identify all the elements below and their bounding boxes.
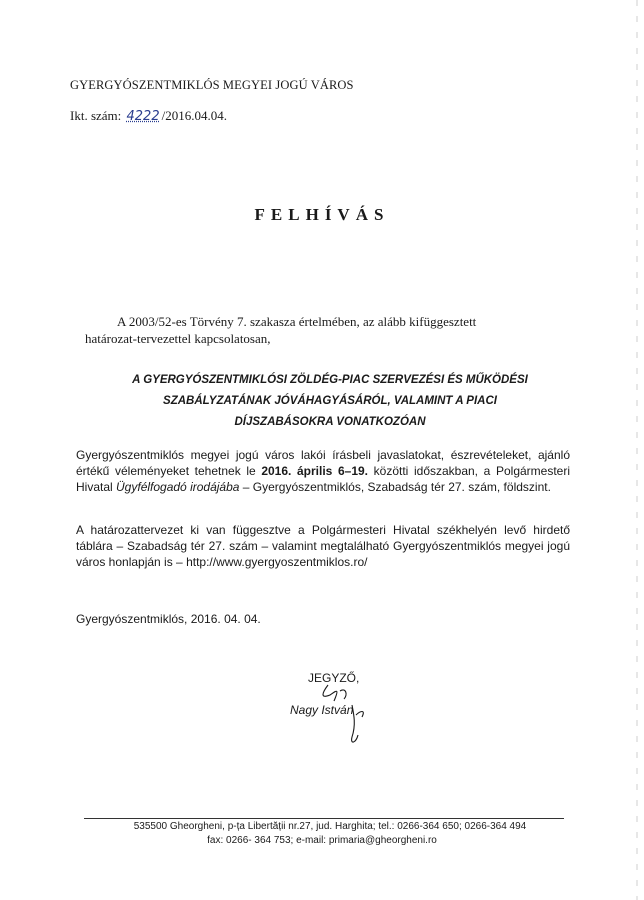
institution-header: GYERGYÓSZENTMIKLÓS MEGYEI JOGÚ VÁROS [70,78,354,92]
intro-paragraph [85,314,567,347]
subject-line-2: SZABÁLYZATÁNAK JÓVÁHAGYÁSÁRÓL, VALAMINT A PIACI [163,395,497,407]
document-title: FELHÍVÁS [254,205,390,224]
scan-edge-mark [636,0,638,900]
posting-paragraph: A határozattervezet ki van függesztve a Polgármesteri Hivatal székhelyén levő hirdető táblára – Szabadság tér 27. szám – valamint megtalálható Gyergyószentmiklós megyei jogú város honlapján is – http://www.gyergyoszentmiklos.ro/ [76,523,570,569]
consultation-text-3: – Gyergyószentmiklós, Szabadság tér 27. szám, földszint. [239,480,551,494]
registration-prefix: Ikt. szám: [70,108,122,123]
consultation-dates: 2016. április 6–19. [261,464,369,478]
registration-number [70,108,227,124]
registration-handwritten-number: 4222 [126,109,160,124]
subject-heading [80,370,580,433]
consultation-paragraph [76,447,570,495]
footer-contact: fax: 0266- 364 753; e-mail: primaria@gheorgheni.ro [207,835,437,846]
signature-name: Nagy István [290,703,354,717]
registration-suffix: /2016.04.04. [161,108,227,123]
intro-line-1: A 2003/52-es Törvény 7. szakasza értelmében, az alább kifüggesztett [117,314,477,329]
signature-role: JEGYZŐ, [308,671,360,685]
consultation-text-2: közötti időszakban, a Polgármesteri Hivatal [76,464,570,494]
footer-address: 535500 Gheorgheni, p-ța Libertății nr.27, jud. Harghita; tel.: 0266-364 650; 0266-364 494 [133,821,527,832]
subject-line-3: DÍJSZABÁSOKRA VONATKOZÓAN [234,416,426,428]
subject-line-1: A GYERGYÓSZENTMIKLÓSI ZÖLDÉG-PIAC SZERVEZÉSI ÉS MŰKÖDÉSI [132,374,528,386]
consultation-text-1: Gyergyószentmiklós megyei jogú város lakói írásbeli javaslatokat, észrevételeket, ajánló értékű véleményeket tehetnek le [76,448,570,478]
intro-line-2: határozat-tervezettel kapcsolatosan, [85,330,271,346]
consultation-office: Ügyfélfogadó irodájába [116,480,240,494]
footer-divider [84,818,564,819]
place-and-date: Gyergyószentmiklós, 2016. 04. 04. [76,612,261,626]
